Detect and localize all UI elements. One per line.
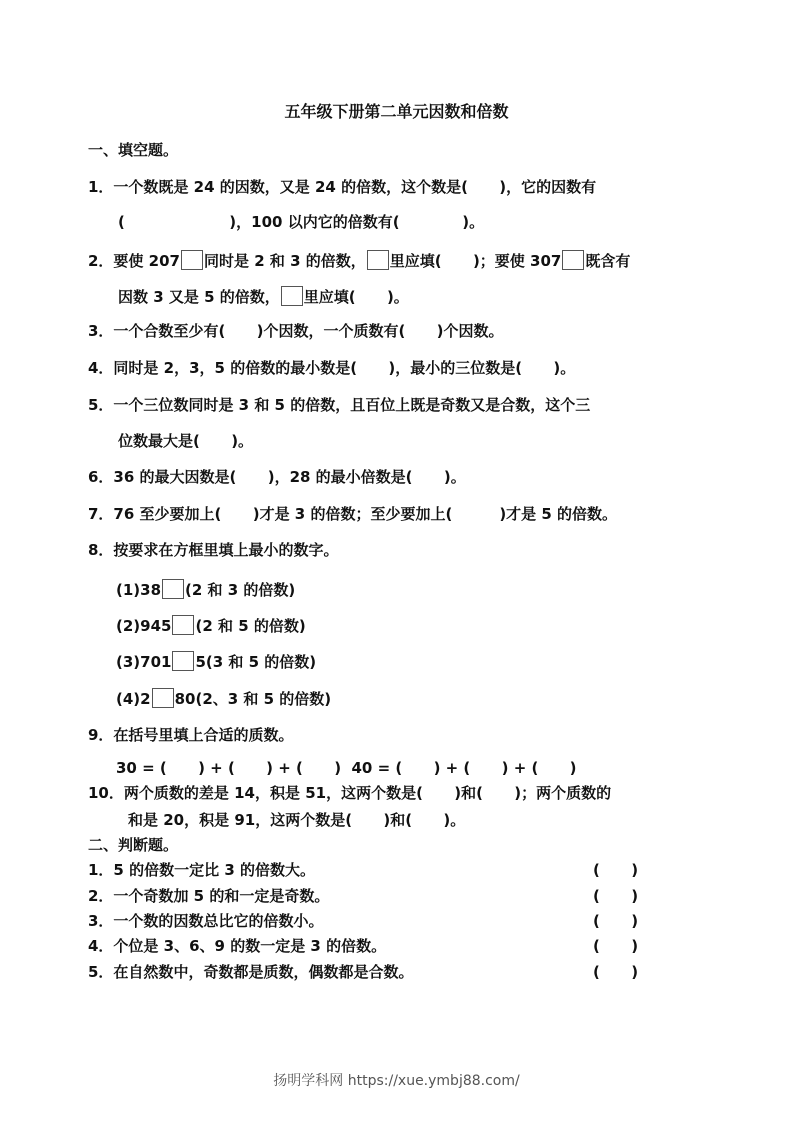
question-text: 3．一个合数至少有( )个因数，一个质数有( )个因数。 [88, 322, 504, 340]
answer-box[interactable] [562, 250, 584, 270]
question-text: 6．36 的最大因数是( )，28 的最小倍数是( )。 [88, 468, 466, 486]
question-text: ( )，100 以内它的倍数有( )。 [118, 213, 485, 231]
answer-parentheses[interactable]: ( ) [593, 963, 639, 981]
judgment-text: 2．一个奇数加 5 的和一定是奇数。 [88, 887, 330, 905]
question-text: (2 和 5 的倍数) [195, 617, 306, 635]
answer-box[interactable] [181, 250, 203, 270]
page-title: 五年级下册第二单元因数和倍数 [284, 102, 509, 121]
judgment-item [88, 962, 688, 982]
answer-box[interactable] [152, 688, 174, 708]
question-text: 5(3 和 5 的倍数) [195, 653, 317, 671]
answer-box[interactable] [172, 615, 194, 635]
question-line [88, 321, 504, 341]
judgment-item [88, 911, 688, 931]
judgment-text: 5．在自然数中，奇数都是质数，偶数都是合数。 [88, 963, 414, 981]
question-line [88, 358, 575, 378]
answer-parentheses[interactable]: ( ) [593, 861, 639, 879]
question-line [88, 540, 338, 560]
answer-box[interactable] [367, 250, 389, 270]
answer-box[interactable] [162, 579, 184, 599]
section-heading-judgment: 二、判断题。 [88, 836, 179, 854]
question-line [116, 651, 316, 672]
question-text: 位数最大是( )。 [118, 432, 254, 450]
judgment-item [88, 886, 688, 906]
judgment-text: 3．一个数的因数总比它的倍数小。 [88, 912, 324, 930]
question-line [116, 579, 295, 600]
question-text: 9．在括号里填上合适的质数。 [88, 726, 294, 744]
question-line [88, 250, 630, 271]
question-text: (4)2 [116, 690, 151, 708]
question-line [88, 467, 466, 487]
question-text: 和是 20，积是 91，这两个数是( )和( )。 [128, 811, 466, 829]
question-text: 7．76 至少要加上( )才是 3 的倍数；至少要加上( )才是 5 的倍数。 [88, 505, 618, 523]
answer-parentheses[interactable]: ( ) [593, 912, 639, 930]
judgment-text: 4．个位是 3、6、9 的数一定是 3 的倍数。 [88, 937, 387, 955]
judgment-item [88, 860, 688, 880]
question-text: 30 = ( ) + ( ) + ( ) 40 = ( ) + ( ) + ( ) [116, 759, 577, 777]
question-text: 因数 3 又是 5 的倍数， [118, 288, 280, 306]
question-text: 里应填( )；要使 307 [389, 252, 562, 270]
question-line [116, 758, 577, 778]
question-line [116, 688, 331, 709]
question-text: (2)945 [116, 617, 172, 635]
question-text: 里应填( )。 [303, 288, 409, 306]
question-text: 10．两个质数的差是 14，积是 51，这两个数是( )和( )；两个质数的 [88, 784, 612, 802]
question-text: 4．同时是 2，3，5 的倍数的最小数是( )，最小的三位数是( )。 [88, 359, 576, 377]
answer-box[interactable] [281, 286, 303, 306]
question-text: 既含有 [585, 252, 631, 270]
question-text: 5．一个三位数同时是 3 和 5 的倍数，且百位上既是奇数又是合数，这个三 [88, 396, 591, 414]
question-line [116, 615, 306, 636]
question-text: 80(2、3 和 5 的倍数) [174, 690, 332, 708]
question-text: (1)38 [116, 581, 162, 599]
question-text: 8．按要求在方框里填上最小的数字。 [88, 541, 339, 559]
question-line [118, 212, 484, 232]
question-text: (2 和 3 的倍数) [185, 581, 296, 599]
answer-parentheses[interactable]: ( ) [593, 887, 639, 905]
question-text: 1．一个数既是 24 的因数，又是 24 的倍数，这个数是( )，它的因数有 [88, 178, 597, 196]
question-line [88, 177, 596, 197]
question-line [128, 810, 465, 830]
footer-watermark: 扬明学科网 https://xue.ymbj88.com/ [273, 1073, 520, 1089]
answer-parentheses[interactable]: ( ) [593, 937, 639, 955]
question-text: 2．要使 207 [88, 252, 180, 270]
question-line [118, 431, 253, 451]
judgment-text: 1．5 的倍数一定比 3 的倍数大。 [88, 861, 315, 879]
question-text: 同时是 2 和 3 的倍数， [203, 252, 366, 270]
question-text: (3)701 [116, 653, 172, 671]
answer-box[interactable] [172, 651, 194, 671]
section-heading-fill-blank: 一、填空题。 [88, 141, 179, 159]
question-line [88, 504, 617, 524]
question-line [88, 725, 293, 745]
question-line [118, 286, 409, 307]
question-line [88, 783, 611, 803]
question-line [88, 395, 590, 415]
judgment-item [88, 936, 688, 956]
